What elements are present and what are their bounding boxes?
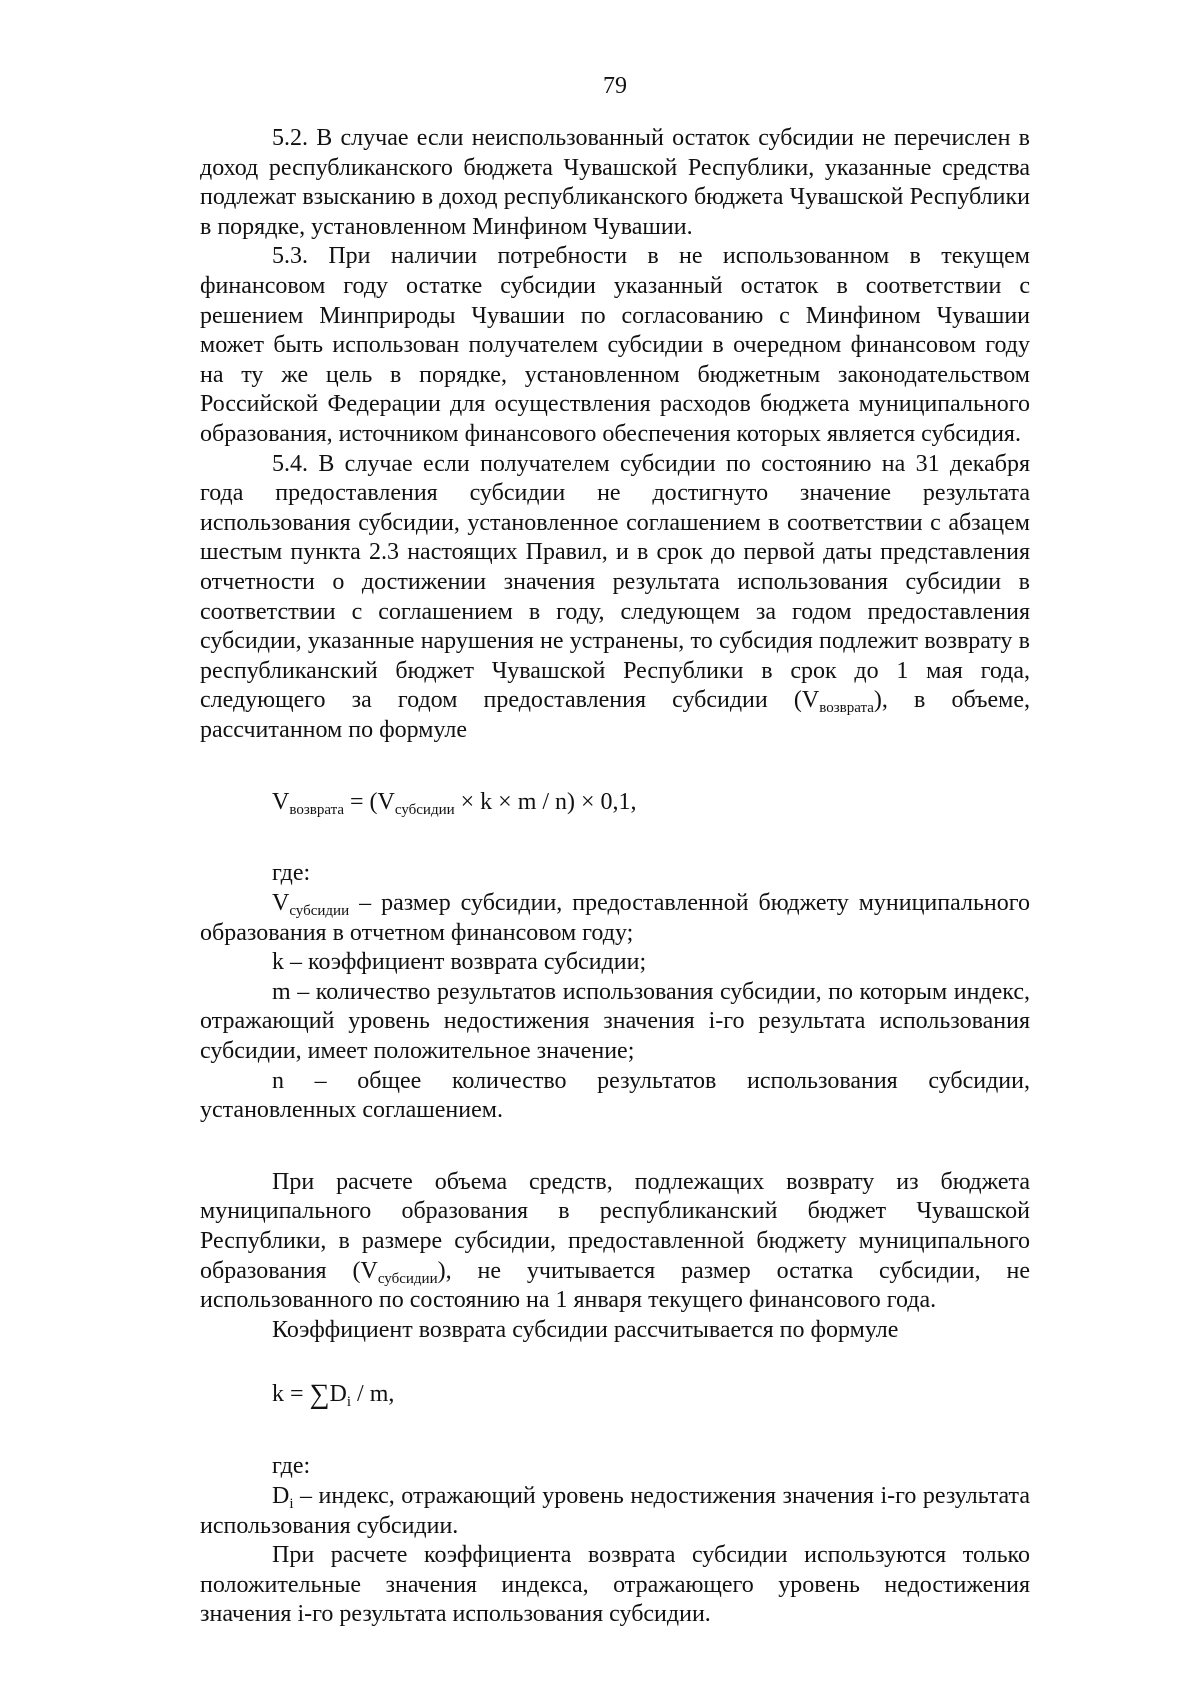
formula2-d-sub: i — [346, 1394, 352, 1411]
paragraph-5-3: 5.3. При наличии потребности в не использованном в текущем финансовом году остатке субсидии указанный остаток в соответствии с решением Минприроды Чувашии по согласованию с Минфином Чувашии может быть использован получателем субсидии в очередном финансовом году на ту же цель в порядке, установленном бюджетным законодательством Российской Федерации для осуществления расходов бюджета муниципального образования, источником финансового обеспечения которых является субсидия. — [200, 243, 1030, 447]
definition-di — [200, 1482, 1030, 1541]
paragraph-5-2: 5.2. В случае если неиспользованный остаток субсидии не перечислен в доход республиканского бюджета Чувашской Республики, указанные средства подлежат взысканию в доход республиканского бюджета Чувашской Республики в порядке, установленном Минфином Чувашии. — [200, 125, 1030, 240]
formula2-rhs: / m, — [351, 1381, 395, 1408]
paragraph-5-4 — [200, 450, 1030, 746]
def-d: D — [272, 1482, 290, 1509]
def-v-sub: субсидии — [289, 903, 350, 920]
where-label-1: где: — [272, 860, 311, 887]
formula-lhs-v: V — [272, 789, 290, 816]
formula-mid-sub: субсидии — [394, 802, 455, 819]
calc-paragraph — [200, 1168, 1030, 1316]
formula2-d: D — [329, 1381, 347, 1408]
definition-k: k – коэффициент возврата субсидии; — [272, 949, 647, 976]
formula-rhs: × k × m / n) × 0,1, — [454, 789, 637, 816]
def-v-text: – размер субсидии, предоставленной бюджету муниципального образования в отчетном финансовом году; — [200, 890, 1030, 946]
sigma-symbol: ∑ — [309, 1379, 330, 1411]
paragraph-5-4-text: 5.4. В случае если получателем субсидии по состоянию на 31 декабря года предоставления субсидии не достигнуто значение результата использования субсидии, установленное соглашением в соответствии с абзацем шестым пункта 2.3 настоящих Правил, и в срок до первой даты представления отчетности о достижении значения результата использования субсидии в соответствии с соглашением в году, следующем за годом предоставления субсидии, указанные нарушения не устранены, то субсидия подлежит возврату в республиканский бюджет Чувашской Республики в срок до 1 мая года, следующего за годом предоставления субсидии (V — [200, 450, 1030, 714]
page-number: 79 — [603, 73, 627, 99]
formula2-lhs: k = — [272, 1381, 310, 1408]
final-paragraph: При расчете коэффициента возврата субсидии используются только положительные значения индекса, отражающего уровень недостижения значения i-го результата использования субсидии. — [200, 1542, 1030, 1628]
formula-eq: = (V — [344, 789, 395, 816]
paragraph-5-4-end: ), в объеме, рассчитанном по формуле — [200, 687, 1030, 743]
formula-return-volume — [200, 787, 1030, 817]
coefficient-intro: Коэффициент возврата субсидии рассчитывается по формуле — [272, 1316, 899, 1343]
calc-start: При расчете объема средств, подлежащих возврату из бюджета муниципального образования в республиканский бюджет Чувашской Республики, в размере субсидии, предоставленной бюджету муниципального образования (V — [200, 1168, 1030, 1284]
formula-coefficient — [200, 1379, 1030, 1410]
def-d-text: – индекс, отражающий уровень недостижения значения i-го результата использования субсидии. — [200, 1482, 1030, 1539]
definition-n: n – общее количество результатов использования субсидии, установленных соглашением. — [200, 1067, 1030, 1124]
subscript-return: возврата — [819, 700, 874, 717]
calc-end: ), не учитывается размер остатка субсидии, не использованного по состоянию на 1 января текущего финансового года. — [200, 1257, 1031, 1314]
definition-m: m – количество результатов использования субсидии, по которым индекс, отражающий уровень недостижения значения i-го результата использования субсидии, имеет положительное значение; — [200, 978, 1030, 1065]
formula-lhs-sub: возврата — [289, 802, 344, 819]
where-label-2: где: — [272, 1453, 311, 1480]
definition-v-subsidy — [200, 889, 1030, 948]
def-v: V — [272, 890, 290, 917]
calc-sub: субсидии — [377, 1270, 438, 1287]
def-d-sub: i — [289, 1495, 294, 1512]
